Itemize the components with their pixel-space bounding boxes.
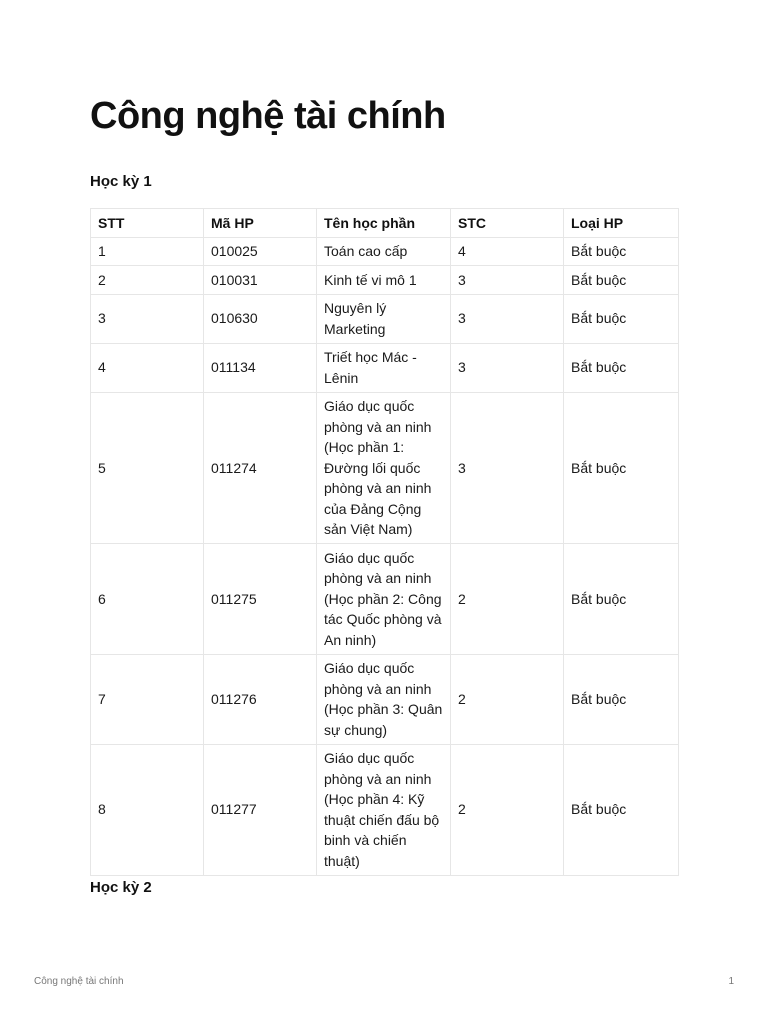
cell-stt: 4 <box>91 343 204 392</box>
cell-credits: 3 <box>451 343 564 392</box>
footer-document-name: Công nghệ tài chính <box>34 976 124 987</box>
cell-course-name: Giáo dục quốc phòng và an ninh (Học phần 3: Quân sự chung) <box>317 654 451 744</box>
cell-credits: 3 <box>451 266 564 295</box>
cell-course-code: 011277 <box>204 744 317 875</box>
table-row <box>91 544 679 655</box>
cell-course-name: Giáo dục quốc phòng và an ninh (Học phần 2: Công tác Quốc phòng và An ninh) <box>317 544 451 655</box>
table-row <box>91 343 679 392</box>
table-header-row <box>91 209 679 238</box>
cell-course-type: Bắt buộc <box>564 392 679 544</box>
cell-course-code: 011275 <box>204 544 317 655</box>
cell-credits: 2 <box>451 544 564 655</box>
header-stt: STT <box>91 209 204 238</box>
cell-course-name: Giáo dục quốc phòng và an ninh (Học phần 4: Kỹ thuật chiến đấu bộ binh và chiến thuật) <box>317 744 451 875</box>
cell-course-code: 011134 <box>204 343 317 392</box>
cell-course-name: Nguyên lý Marketing <box>317 294 451 343</box>
table-row <box>91 654 679 744</box>
cell-course-name: Toán cao cấp <box>317 237 451 266</box>
table-row <box>91 237 679 266</box>
cell-credits: 2 <box>451 744 564 875</box>
cell-course-type: Bắt buộc <box>564 544 679 655</box>
cell-course-name: Giáo dục quốc phòng và an ninh (Học phần 1: Đường lối quốc phòng và an ninh của Đảng Cộng sản Việt Nam) <box>317 392 451 544</box>
cell-course-type: Bắt buộc <box>564 744 679 875</box>
cell-course-code: 011274 <box>204 392 317 544</box>
header-credits: STC <box>451 209 564 238</box>
cell-course-code: 010031 <box>204 266 317 295</box>
cell-credits: 4 <box>451 237 564 266</box>
cell-credits: 2 <box>451 654 564 744</box>
cell-stt: 3 <box>91 294 204 343</box>
footer-page-number: 1 <box>728 976 734 987</box>
header-course-name: Tên học phần <box>317 209 451 238</box>
cell-course-name: Kinh tế vi mô 1 <box>317 266 451 295</box>
cell-course-type: Bắt buộc <box>564 266 679 295</box>
cell-stt: 2 <box>91 266 204 295</box>
table-row <box>91 392 679 544</box>
cell-stt: 1 <box>91 237 204 266</box>
cell-stt: 8 <box>91 744 204 875</box>
cell-course-name: Triết học Mác - Lênin <box>317 343 451 392</box>
cell-course-code: 011276 <box>204 654 317 744</box>
page-title: Công nghệ tài chính <box>90 95 446 137</box>
semester-2-heading: Học kỳ 2 <box>90 879 152 896</box>
table-row <box>91 294 679 343</box>
cell-credits: 3 <box>451 392 564 544</box>
semester-1-heading: Học kỳ 1 <box>90 173 152 190</box>
cell-stt: 5 <box>91 392 204 544</box>
cell-course-type: Bắt buộc <box>564 294 679 343</box>
cell-course-type: Bắt buộc <box>564 237 679 266</box>
header-course-type: Loại HP <box>564 209 679 238</box>
table-row <box>91 266 679 295</box>
cell-course-code: 010025 <box>204 237 317 266</box>
cell-course-code: 010630 <box>204 294 317 343</box>
cell-stt: 7 <box>91 654 204 744</box>
table-row <box>91 744 679 875</box>
header-course-code: Mã HP <box>204 209 317 238</box>
semester-1-course-table <box>90 208 679 876</box>
cell-course-type: Bắt buộc <box>564 654 679 744</box>
cell-credits: 3 <box>451 294 564 343</box>
cell-stt: 6 <box>91 544 204 655</box>
cell-course-type: Bắt buộc <box>564 343 679 392</box>
